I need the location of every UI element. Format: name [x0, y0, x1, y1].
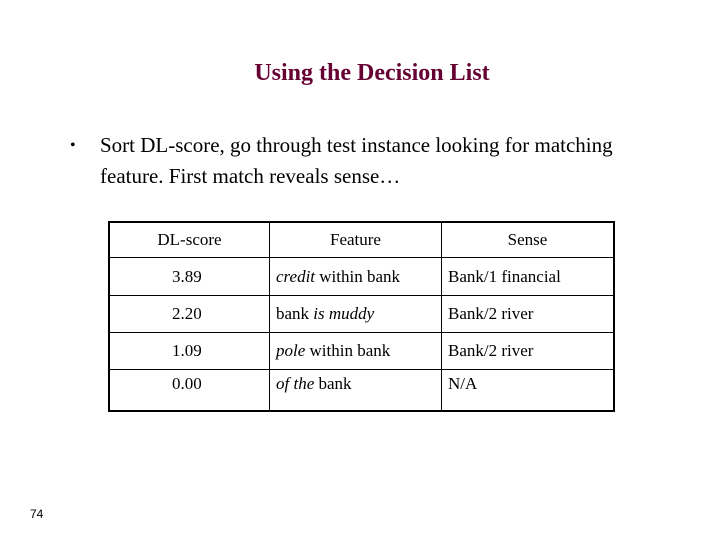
feature-cell [270, 258, 442, 296]
slide-title: Using the Decision List [254, 60, 490, 86]
dl-score-cell: 2.20 [109, 296, 270, 333]
feature-text: within bank [315, 266, 401, 286]
dl-score-cell: 0.00 [109, 370, 270, 412]
table-row [109, 370, 614, 412]
table-row [109, 258, 614, 296]
feature-cell [270, 296, 442, 333]
feature-italic: pole [276, 341, 306, 360]
page-number: 74 [30, 507, 44, 521]
bullet-text: Sort DL-score, go through test instance looking for matching feature. First match reveals sense… [100, 133, 613, 188]
feature-text: bank [276, 304, 314, 323]
sense-cell: Bank/2 river [442, 333, 615, 370]
decision-list-table [108, 221, 615, 412]
feature-cell [270, 333, 442, 370]
header-feature: Feature [270, 222, 442, 258]
header-dl-score: DL-score [109, 222, 270, 258]
feature-italic: is muddy [313, 304, 375, 323]
bullet-point [70, 130, 630, 192]
dl-score-cell: 3.89 [109, 258, 270, 296]
feature-text: within bank [305, 341, 391, 360]
sense-cell: N/A [442, 370, 615, 412]
sense-cell: Bank/1 financial [442, 258, 615, 296]
feature-text: bank [314, 374, 352, 393]
dl-score-cell: 1.09 [109, 333, 270, 370]
feature-italic: credit [276, 266, 316, 286]
bullet-icon: • [70, 137, 76, 154]
table-row [109, 296, 614, 333]
feature-italic: of the [276, 374, 315, 393]
header-sense: Sense [442, 222, 615, 258]
sense-cell: Bank/2 river [442, 296, 615, 333]
feature-cell [270, 370, 442, 412]
table-row [109, 333, 614, 370]
table-header-row [109, 222, 614, 258]
